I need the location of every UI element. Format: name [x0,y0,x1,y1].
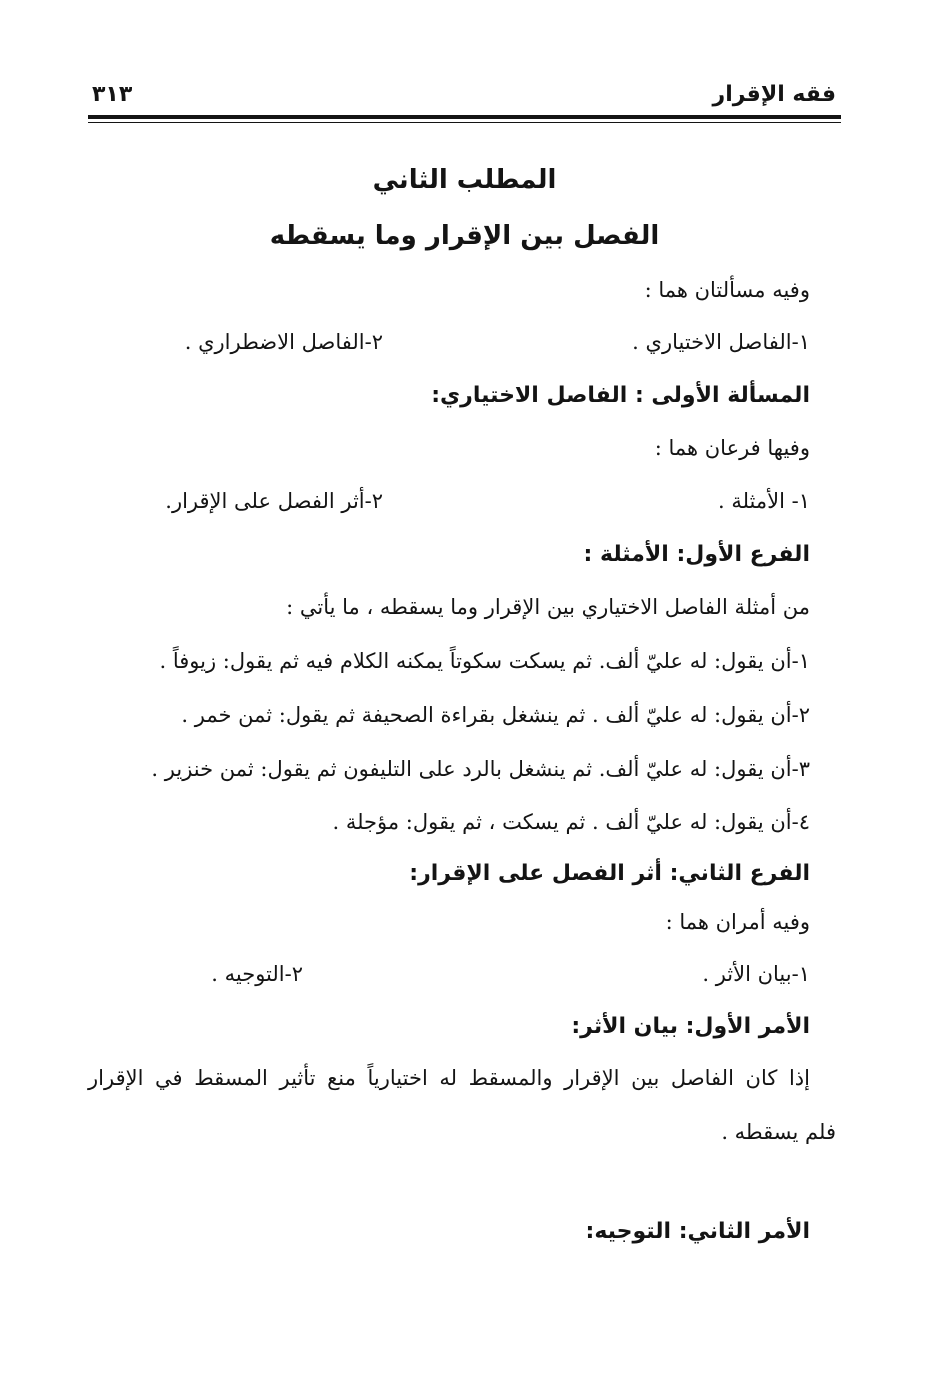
issue1-heading: المسألة الأولى : الفاصل الاختياري: [431,383,810,408]
issue1-branch-2: ٢-أثر الفصل على الإقرار. [165,489,383,513]
issue1-branch-1: ١- الأمثلة . [717,489,810,513]
matter1-text-line-2: فلم يسقطه . [721,1120,836,1144]
branch2-item-2: ٢-التوجيه . [211,962,303,986]
page-number: ٣١٣ [92,82,133,107]
issue1-intro: وفيها فرعان هما : [654,436,810,460]
issue-item-2: ٢-الفاصل الاضطراري . [184,330,383,354]
example-2: ٢-أن يقول: له عليّ ألف . ثم ينشغل بقراءة الصحيفة ثم يقول: ثمن خمر . [181,703,810,727]
branch1-heading: الفرع الأول: الأمثلة : [583,542,810,567]
branch2-heading: الفرع الثاني: أثر الفصل على الإقرار: [409,861,810,886]
section-subtitle: الفصل بين الإقرار وما يسقطه [269,221,660,251]
running-title: فقه الإقرار [712,82,836,107]
example-3: ٣-أن يقول: له عليّ ألف. ثم ينشغل بالرد على التليفون ثم يقول: ثمن خنزير . [151,757,810,781]
matter1-heading: الأمر الأول: بيان الأثر: [571,1014,810,1039]
example-1: ١-أن يقول: له عليّ ألف. ثم يسكت سكوتاً يمكنه الكلام فيه ثم يقول: زيوفاً . [159,649,810,673]
header-rule-thick [88,115,841,119]
branch1-intro: من أمثلة الفاصل الاختياري بين الإقرار وما يسقطه ، ما يأتي : [286,595,810,619]
issue-item-1: ١-الفاصل الاختياري . [632,330,810,354]
example-4: ٤-أن يقول: له عليّ ألف . ثم يسكت ، ثم يقول: مؤجلة . [332,810,810,834]
matter1-text-line-1: إذا كان الفاصل بين الإقرار والمسقط له اختيارياً منع تأثير المسقط في الإقرار [88,1066,810,1090]
branch2-item-1: ١-بيان الأثر . [702,962,810,986]
branch2-intro: وفيه أمران هما : [665,910,810,934]
header-rule-thin [88,122,841,123]
intro-text: وفيه مسألتان هما : [644,278,810,302]
section-title: المطلب الثاني [372,165,557,195]
matter2-heading: الأمر الثاني: التوجيه: [585,1219,810,1244]
